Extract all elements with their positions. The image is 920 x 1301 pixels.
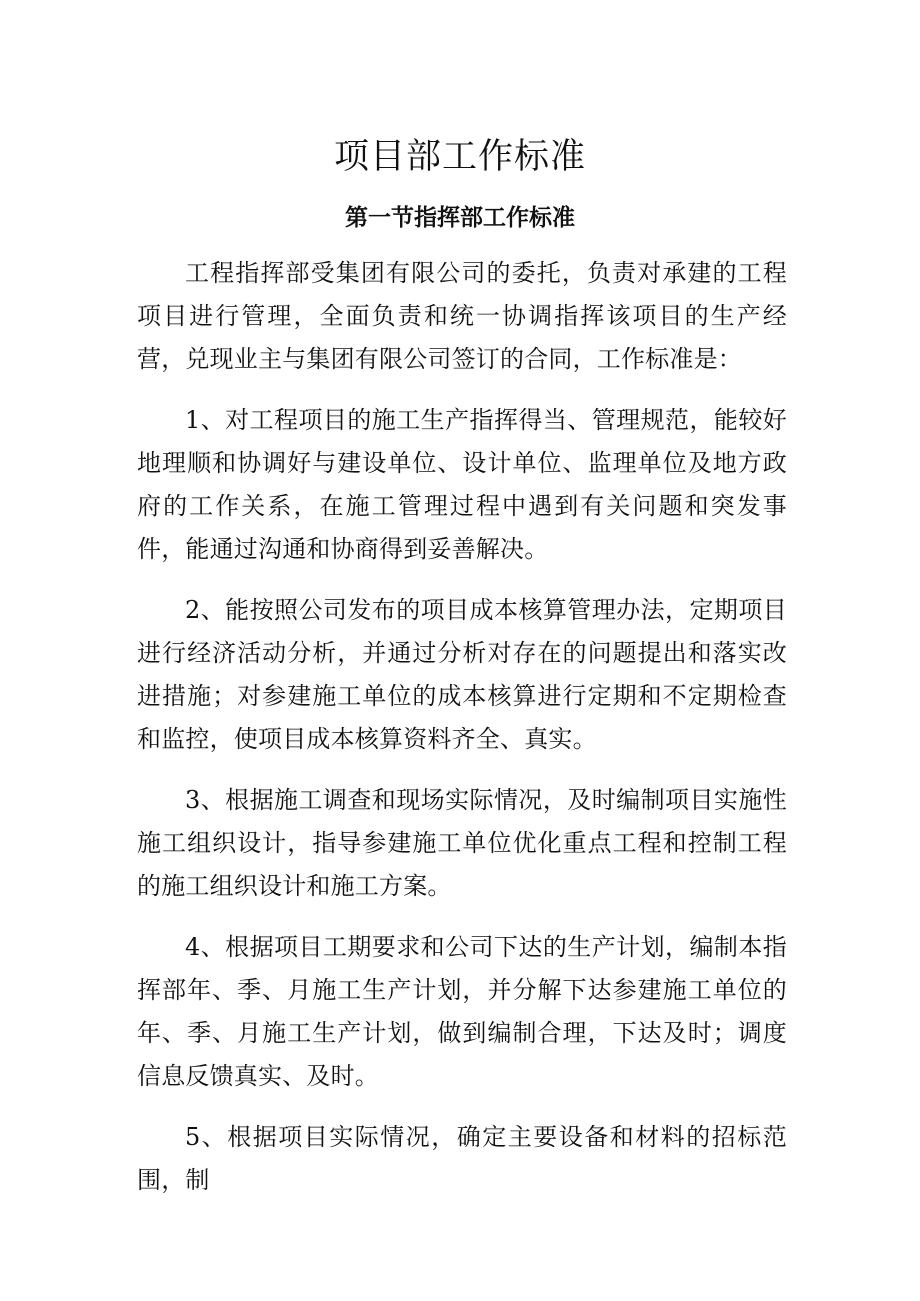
- intro-paragraph: 工程指挥部受集团有限公司的委托，负责对承建的工程项目进行管理，全面负责和统一协调指挥该项目的生产经营，兑现业主与集团有限公司签订的合同，工作标准是：: [137, 259, 787, 373]
- document-body: [137, 252, 787, 1220]
- document-title: 项目部工作标准: [333, 137, 586, 177]
- section-title: 第一节指挥部工作标准: [345, 205, 575, 231]
- standard-item-2: 2、能按照公司发布的项目成本核算管理办法，定期项目进行经济活动分析，并通过分析对存在的问题提出和落实改进措施；对参建施工单位的成本核算进行定期和不定期检查和监控，使项目成本核算资料齐全、真实。: [137, 596, 787, 753]
- standard-item-1: 1、对工程项目的施工生产指挥得当、管理规范，能较好地理顺和协调好与建设单位、设计单位、监理单位及地方政府的工作关系，在施工管理过程中遇到有关问题和突发事件，能通过沟通和协商得到妥善解决。: [137, 406, 787, 563]
- standard-item-3: 3、根据施工调查和现场实际情况，及时编制项目实施性施工组织设计，指导参建施工单位优化重点工程和控制工程的施工组织设计和施工方案。: [137, 786, 787, 900]
- standard-item-4: 4、根据项目工期要求和公司下达的生产计划，编制本指挥部年、季、月施工生产计划，并分解下达参建施工单位的年、季、月施工生产计划，做到编制合理，下达及时；调度信息反馈真实、及时。: [137, 933, 787, 1090]
- standard-item-5: 5、根据项目实际情况，确定主要设备和材料的招标范围，制: [137, 1123, 787, 1194]
